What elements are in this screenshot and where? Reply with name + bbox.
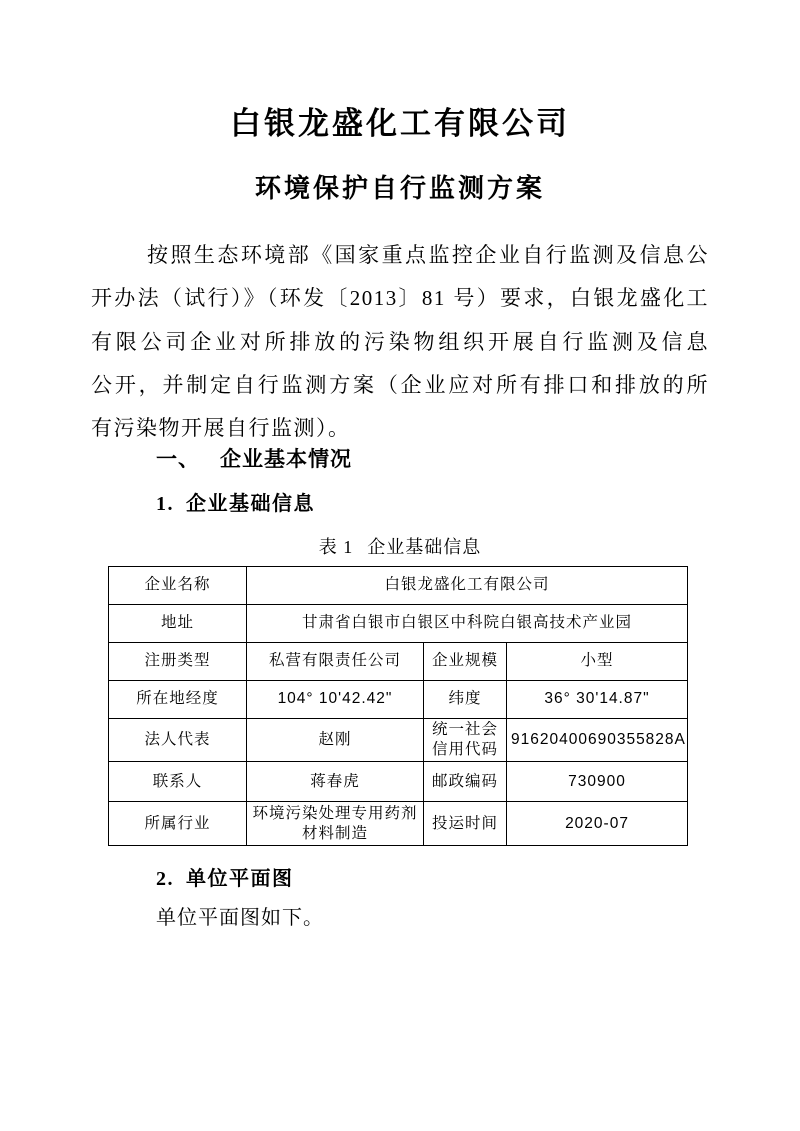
cell-value-credit-code: 91620400690355828A <box>507 719 688 762</box>
cell-value-company-name: 白银龙盛化工有限公司 <box>247 567 688 605</box>
intro-line: 开办法（试行）》（环发〔2013〕81 号）要求，白银龙盛化工 <box>91 286 709 311</box>
table-row <box>109 719 688 762</box>
subsection-title: 单位平面图 <box>186 868 294 890</box>
subsection-number: 2. <box>156 868 174 890</box>
cell-label-company-name: 企业名称 <box>109 567 247 605</box>
table-caption-number: 表 1 <box>318 537 354 557</box>
cell-label-postal-code: 邮政编码 <box>424 762 507 802</box>
intro-line: 按照生态环境部《国家重点监控企业自行监测及信息公 <box>147 243 709 267</box>
site-plan-note: 单位平面图如下。 <box>156 907 324 929</box>
subsection-title: 企业基础信息 <box>186 493 315 515</box>
cell-value-contact-person: 蒋春虎 <box>247 762 424 802</box>
cell-label-legal-representative: 法人代表 <box>109 719 247 762</box>
cell-label-address: 地址 <box>109 605 247 643</box>
cell-label-credit-code: 统一社会信用代码 <box>424 719 507 762</box>
table-row <box>109 681 688 719</box>
intro-line: 有限公司企业对所排放的污染物组织开展自行监测及信息 <box>91 329 709 354</box>
cell-value-industry: 环境污染处理专用药剂材料制造 <box>247 802 424 846</box>
table-row <box>109 762 688 802</box>
table-row <box>109 802 688 846</box>
cell-label-industry: 所属行业 <box>109 802 247 846</box>
company-basic-info-table <box>108 566 688 846</box>
cell-value-latitude: 36° 30'14.87" <box>507 681 688 719</box>
cell-value-registration-type: 私营有限责任公司 <box>247 643 424 681</box>
cell-label-contact-person: 联系人 <box>109 762 247 802</box>
cell-value-longitude: 104° 10'42.42" <box>247 681 424 719</box>
cell-label-operation-date: 投运时间 <box>424 802 507 846</box>
cell-label-longitude: 所在地经度 <box>109 681 247 719</box>
table-caption-title: 企业基础信息 <box>367 537 482 557</box>
document-subtitle: 环境保护自行监测方案 <box>254 173 545 203</box>
cell-value-operation-date: 2020-07 <box>507 802 688 846</box>
table-row <box>109 605 688 643</box>
cell-value-legal-representative: 赵刚 <box>247 719 424 762</box>
cell-value-address: 甘肃省白银市白银区中科院白银高技术产业园 <box>247 605 688 643</box>
section-number: 一、 <box>156 448 200 471</box>
subsection-heading-site-plan <box>156 862 294 891</box>
cell-value-postal-code: 730900 <box>507 762 688 802</box>
intro-line: 有污染物开展自行监测）。 <box>91 416 351 441</box>
section-heading-company-basics <box>156 443 352 473</box>
cell-label-registration-type: 注册类型 <box>109 643 247 681</box>
table-caption <box>0 533 800 559</box>
subsection-heading-basic-info <box>156 487 315 516</box>
cell-value-company-scale: 小型 <box>507 643 688 681</box>
document-title: 白银龙盛化工有限公司 <box>230 106 570 141</box>
table-row <box>109 643 688 681</box>
intro-line: 公开，并制定自行监测方案（企业应对所有排口和排放的所 <box>91 372 709 397</box>
intro-paragraph <box>91 234 709 450</box>
section-title: 企业基本情况 <box>220 448 352 471</box>
cell-label-latitude: 纬度 <box>424 681 507 719</box>
table-row <box>109 567 688 605</box>
subsection-number: 1. <box>156 493 174 515</box>
cell-label-company-scale: 企业规模 <box>424 643 507 681</box>
